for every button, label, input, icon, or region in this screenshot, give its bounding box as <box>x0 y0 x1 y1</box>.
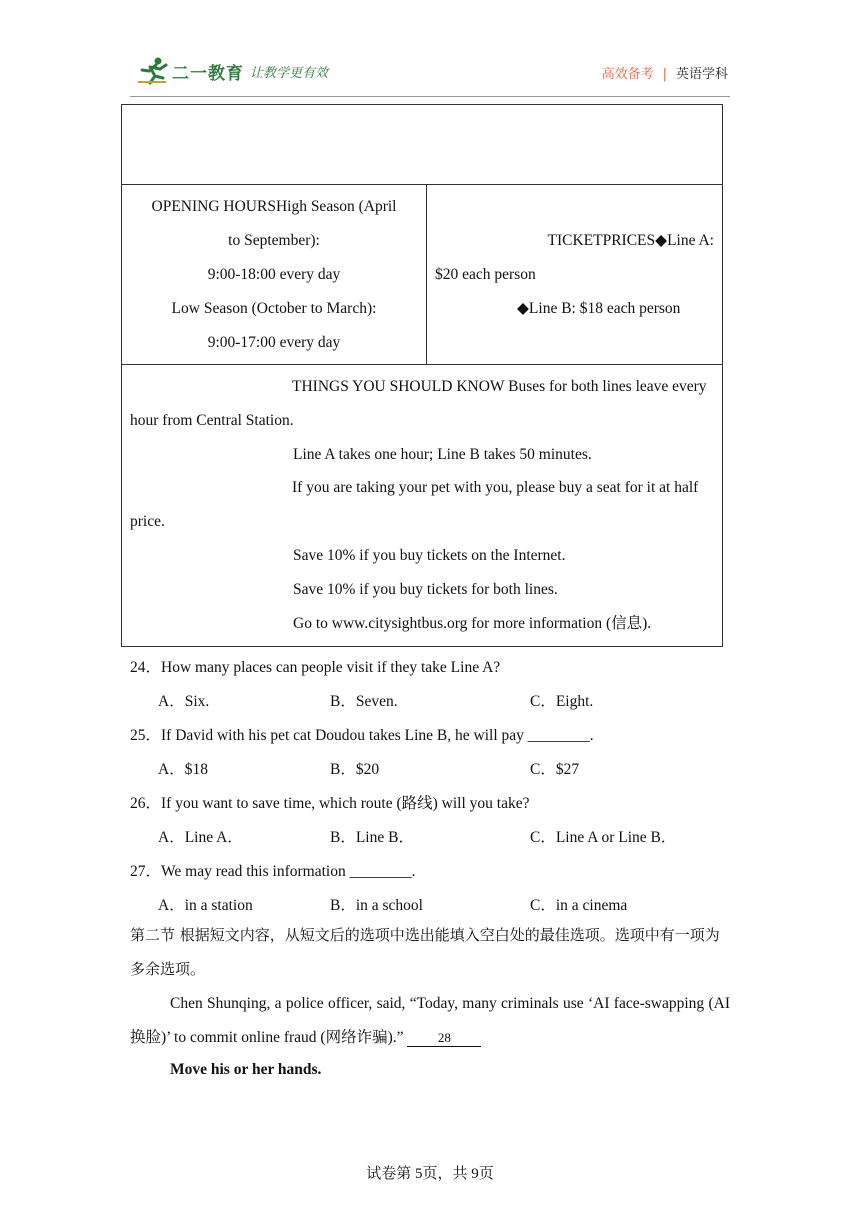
option-a: A．$18 <box>158 761 208 778</box>
notice-table <box>121 104 723 647</box>
header-right <box>602 63 728 82</box>
logo-name: 二一教育 <box>172 63 244 84</box>
notice-empty-cell <box>122 105 723 185</box>
passage-paragraph <box>130 987 730 1054</box>
notice-info-row <box>122 185 723 365</box>
logo-slogan: 让教学更有效 <box>250 65 329 81</box>
things-line: Line A takes one hour; Line B takes 50 minutes. <box>293 445 592 463</box>
hours-line: Low Season (October to March): <box>171 299 377 317</box>
section-instruction: 第二节 根据短文内容，从短文后的选项中选出能填入空白处的最佳选项。选项中有一项为多余选项。 <box>130 926 720 978</box>
ticket-line: TICKETPRICES◆Line A: <box>547 231 714 249</box>
hours-line: OPENING HOURSHigh Season (April <box>151 197 397 215</box>
blank-28: 28 <box>407 1030 481 1047</box>
things-line: Save 10% if you buy tickets on the Internet. <box>293 546 566 564</box>
ticket-line: ◆Line B: $18 each person <box>517 299 681 317</box>
question-stem: 24．How many places can people visit if they take Line A? <box>130 659 501 676</box>
ticket-line: $20 each person <box>435 265 536 283</box>
things-line: Go to www.citysightbus.org for more information (信息). <box>293 614 652 632</box>
option-b: B．in a school <box>330 897 423 914</box>
notice-empty-row <box>122 105 723 185</box>
option-a: A．Six. <box>158 693 210 710</box>
runner-logo-icon <box>136 56 170 86</box>
notice-things-row <box>122 365 723 647</box>
things-to-know-cell <box>122 365 723 647</box>
question-stem: 26．If you want to save time, which route (路线) will you take? <box>130 795 530 812</box>
option-c: C．Eight. <box>530 693 594 710</box>
opening-hours-cell <box>122 185 427 365</box>
option-a: A．in a station <box>158 897 253 914</box>
option-c: C．$27 <box>530 761 580 778</box>
things-line: Save 10% if you buy tickets for both lines. <box>293 580 558 598</box>
question-stem: 25．If David with his pet cat Doudou takes Line B, he will pay ________. <box>130 727 594 744</box>
hours-line: to September): <box>228 231 320 249</box>
logo <box>136 56 328 86</box>
header-exam-label: 高效备考 <box>601 67 654 82</box>
header-separator: | <box>662 67 667 82</box>
page-footer: 试卷第 5页，共 9页 <box>366 1166 494 1182</box>
page-header <box>130 52 730 97</box>
option-c: C．in a cinema <box>530 897 628 914</box>
option-b: B．$20 <box>330 761 380 778</box>
option-a: A．Line A． <box>158 829 243 846</box>
ticket-prices-cell <box>427 185 723 365</box>
header-subject: 英语学科 <box>675 67 728 82</box>
hours-line: 9:00-18:00 every day <box>207 265 341 283</box>
bold-option-line: Move his or her hands. <box>170 1061 322 1078</box>
option-c: C．Line A or Line B． <box>530 829 677 846</box>
passage-text: Chen Shunqing, a police officer, said, “Today, many criminals use ‘AI face-swapping (AI 换脸)’ to commit online fraud (网络诈骗).” <box>130 995 730 1046</box>
question-stem: 27．We may read this information ________. <box>130 863 416 880</box>
things-line: THINGS YOU SHOULD KNOW Buses for both lines leave every hour from Central Station. <box>130 378 707 429</box>
hours-line: 9:00-17:00 every day <box>207 333 341 351</box>
option-b: B．Seven. <box>330 693 398 710</box>
things-line: If you are taking your pet with you, please buy a seat for it at half price. <box>130 479 699 531</box>
option-b: B．Line B． <box>330 829 414 846</box>
